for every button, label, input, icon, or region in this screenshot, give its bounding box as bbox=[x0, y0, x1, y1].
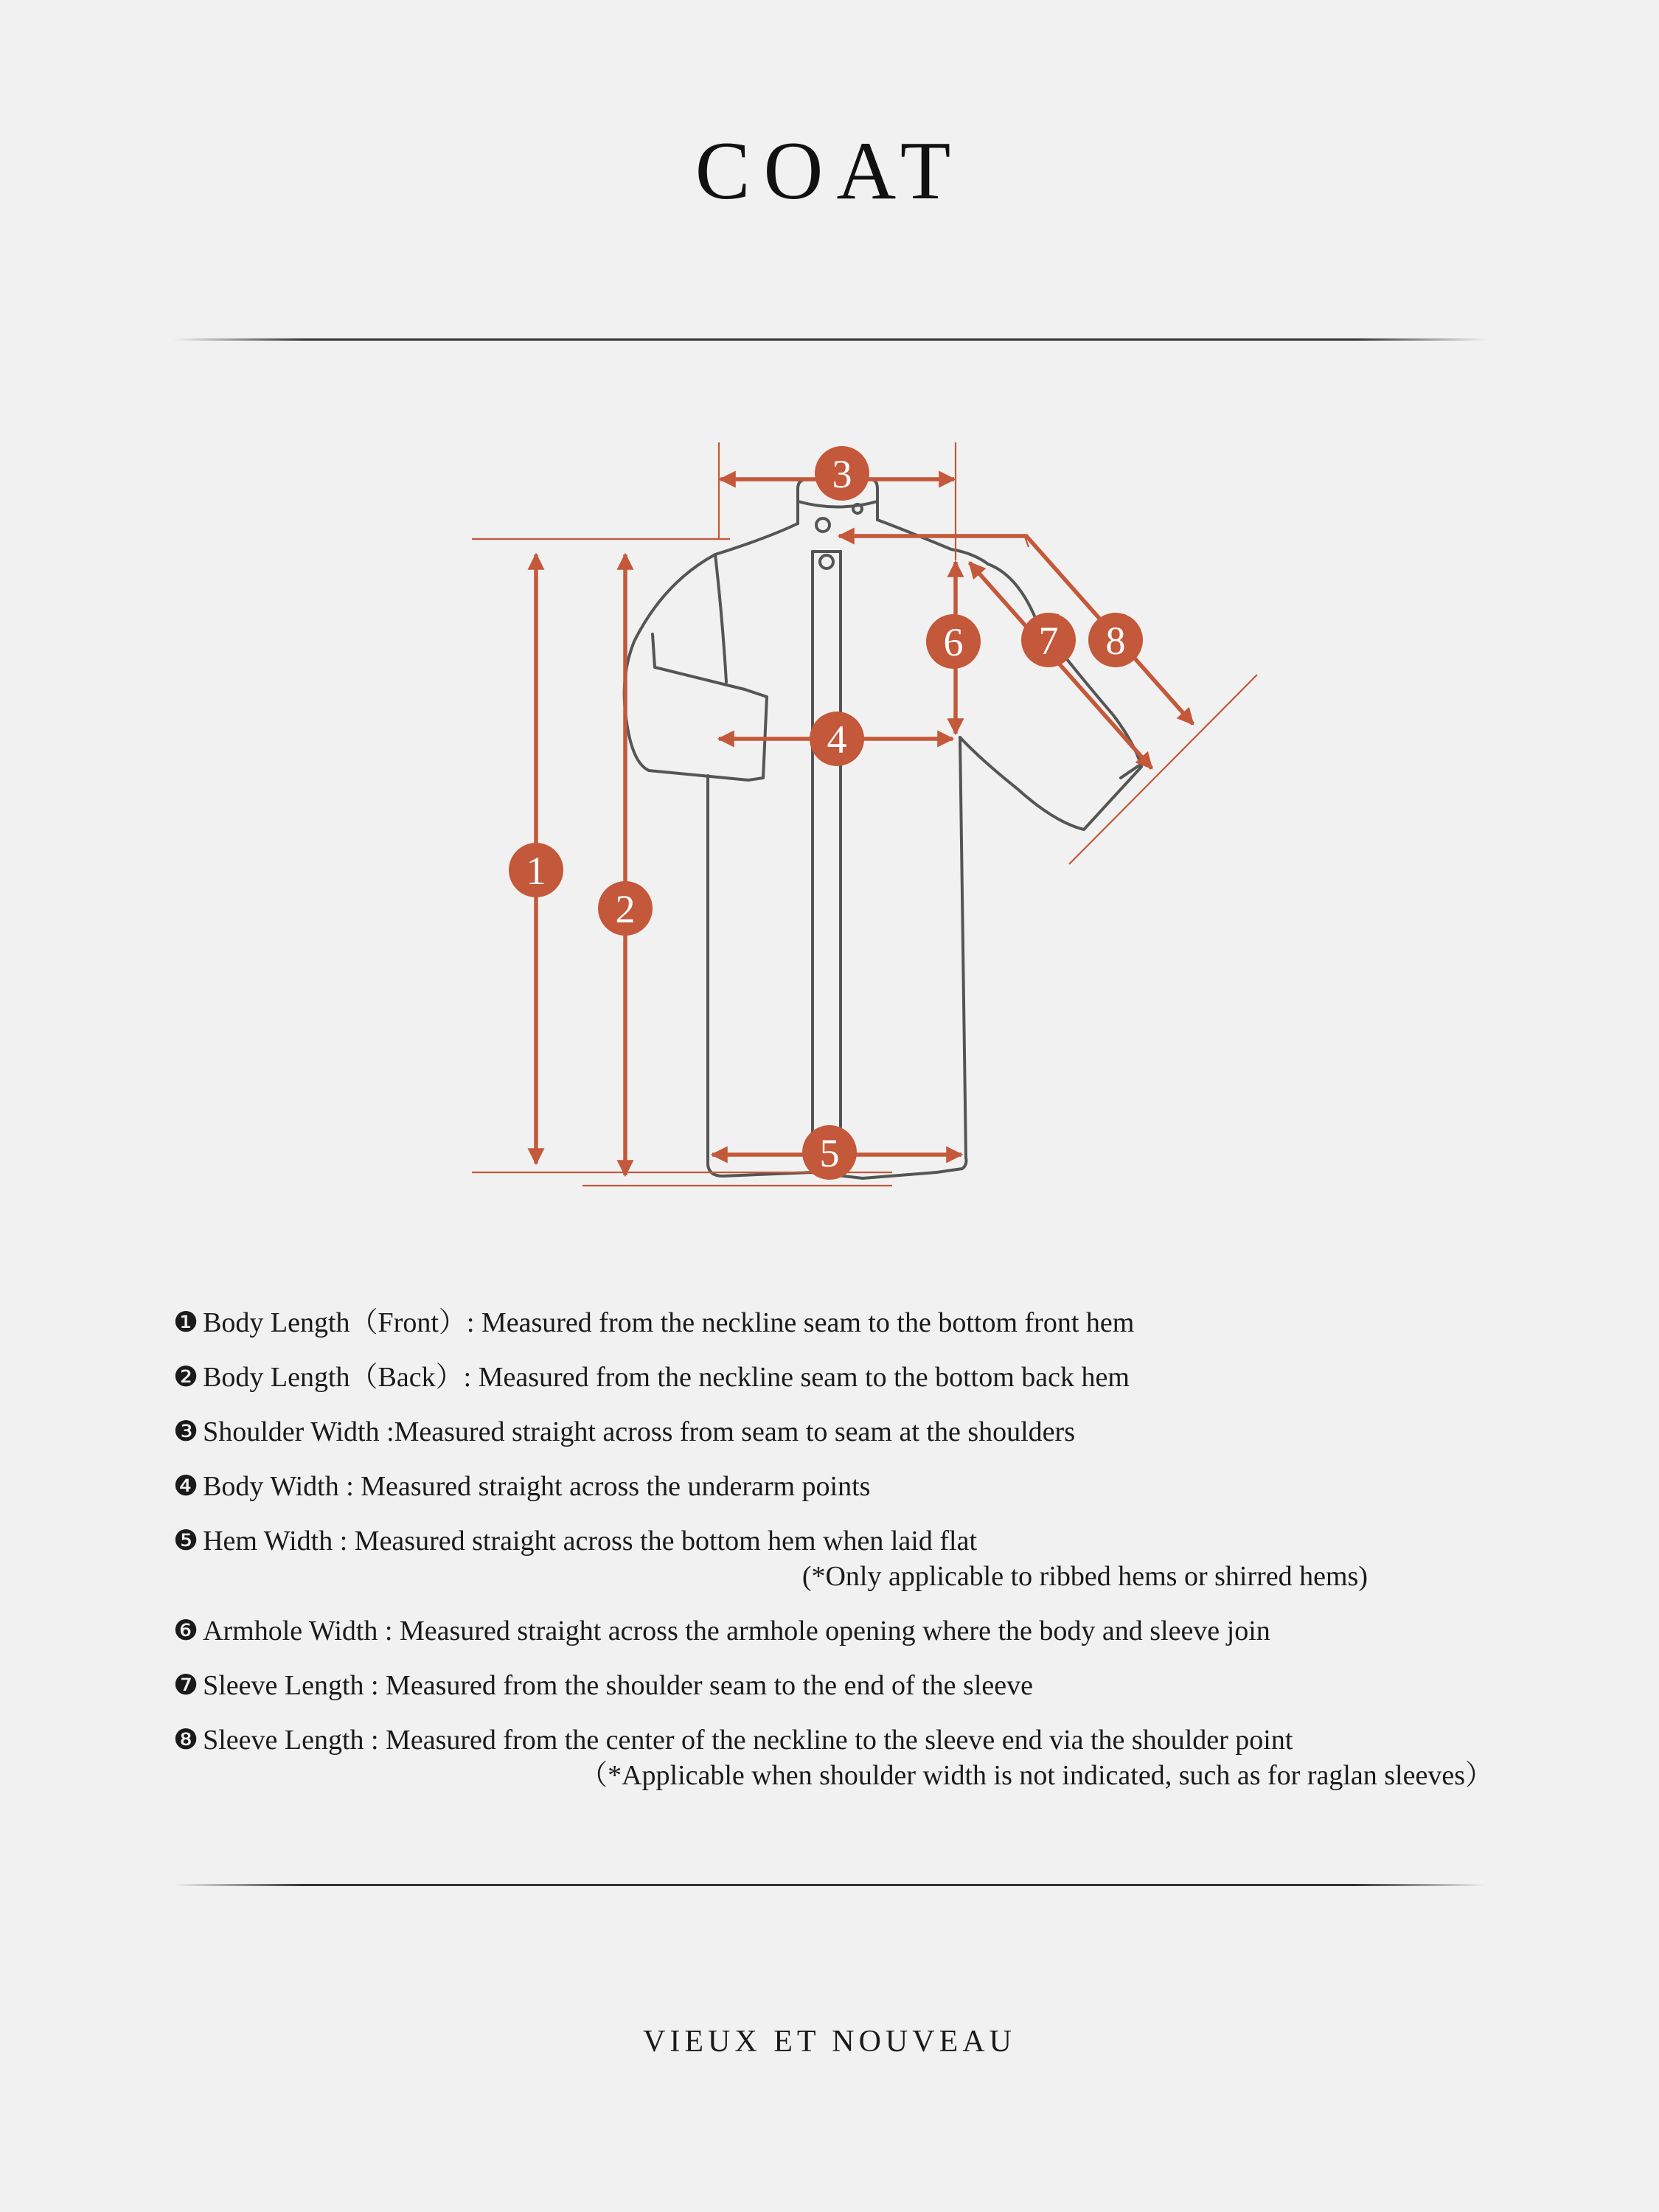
badge-6-label: 6 bbox=[943, 620, 964, 664]
legend-item-sleeve-length-raglan bbox=[173, 1722, 1500, 1793]
badge-5-label: 5 bbox=[819, 1131, 840, 1175]
badge-7-label: 7 bbox=[1038, 619, 1059, 663]
measurement-legend bbox=[173, 1305, 1500, 1812]
badge-4-label: 4 bbox=[827, 717, 847, 762]
badge-1-label: 1 bbox=[526, 849, 546, 893]
legend-item-armhole-width bbox=[173, 1613, 1500, 1649]
legend-text: Sleeve Length : Measured from the shoulder seam to the end of the sleeve bbox=[203, 1670, 1033, 1701]
legend-text: Body Length（Front）: Measured from the neckline seam to the bottom front hem bbox=[203, 1307, 1135, 1338]
legend-item-body-width bbox=[173, 1469, 1500, 1504]
badge-1 bbox=[509, 843, 563, 897]
legend-item-hem-width bbox=[173, 1523, 1500, 1594]
badge-3-label: 3 bbox=[832, 452, 852, 496]
badge-5 bbox=[802, 1125, 857, 1180]
legend-number: ❺ bbox=[173, 1526, 199, 1557]
badge-4 bbox=[810, 712, 864, 766]
legend-number: ❶ bbox=[173, 1307, 199, 1338]
bottom-divider bbox=[173, 1884, 1486, 1886]
reference-lines bbox=[472, 442, 1257, 1186]
legend-number: ❷ bbox=[173, 1362, 199, 1393]
legend-item-sleeve-length bbox=[173, 1668, 1500, 1703]
legend-number: ❼ bbox=[173, 1670, 199, 1701]
page-title: COAT bbox=[695, 125, 964, 217]
legend-text: Shoulder Width :Measured straight across from seam to seam at the shoulders bbox=[203, 1416, 1075, 1447]
legend-item-body-length-back bbox=[173, 1360, 1500, 1395]
legend-text: Hem Width : Measured straight across the bottom hem when laid flat bbox=[203, 1526, 977, 1557]
badge-3 bbox=[815, 446, 869, 501]
legend-number: ❸ bbox=[173, 1416, 199, 1447]
badge-8 bbox=[1088, 613, 1143, 667]
brand-name: VIEUX ET NOUVEAU bbox=[643, 2025, 1016, 2059]
legend-item-shoulder-width bbox=[173, 1414, 1500, 1450]
top-divider bbox=[173, 338, 1486, 341]
badge-7 bbox=[1021, 613, 1076, 667]
coat-outline-icon bbox=[625, 479, 1141, 1178]
measurement-arrows bbox=[536, 479, 1193, 1175]
legend-text: Armhole Width : Measured straight across the armhole opening where the body and sleeve join bbox=[203, 1615, 1270, 1646]
legend-number: ❹ bbox=[173, 1471, 199, 1502]
badge-2 bbox=[598, 881, 653, 936]
legend-text: Body Width : Measured straight across the underarm points bbox=[203, 1471, 871, 1502]
badge-2-label: 2 bbox=[615, 887, 636, 931]
legend-text: Sleeve Length : Measured from the center of the neckline to the sleeve end via the shoulder point bbox=[203, 1725, 1293, 1756]
legend-note: （*Applicable when shoulder width is not indicated, such as for raglan sleeves） bbox=[580, 1760, 1493, 1791]
legend-item-body-length-front bbox=[173, 1305, 1500, 1340]
coat-measurement-diagram bbox=[0, 413, 1659, 1239]
legend-number: ❽ bbox=[173, 1725, 199, 1756]
legend-text: Body Length（Back）: Measured from the neckline seam to the bottom back hem bbox=[203, 1362, 1130, 1393]
badge-8-label: 8 bbox=[1105, 619, 1126, 663]
legend-note: (*Only applicable to ribbed hems or shirred hems) bbox=[801, 1561, 1368, 1592]
legend-number: ❻ bbox=[173, 1615, 199, 1646]
badge-6 bbox=[926, 614, 981, 669]
